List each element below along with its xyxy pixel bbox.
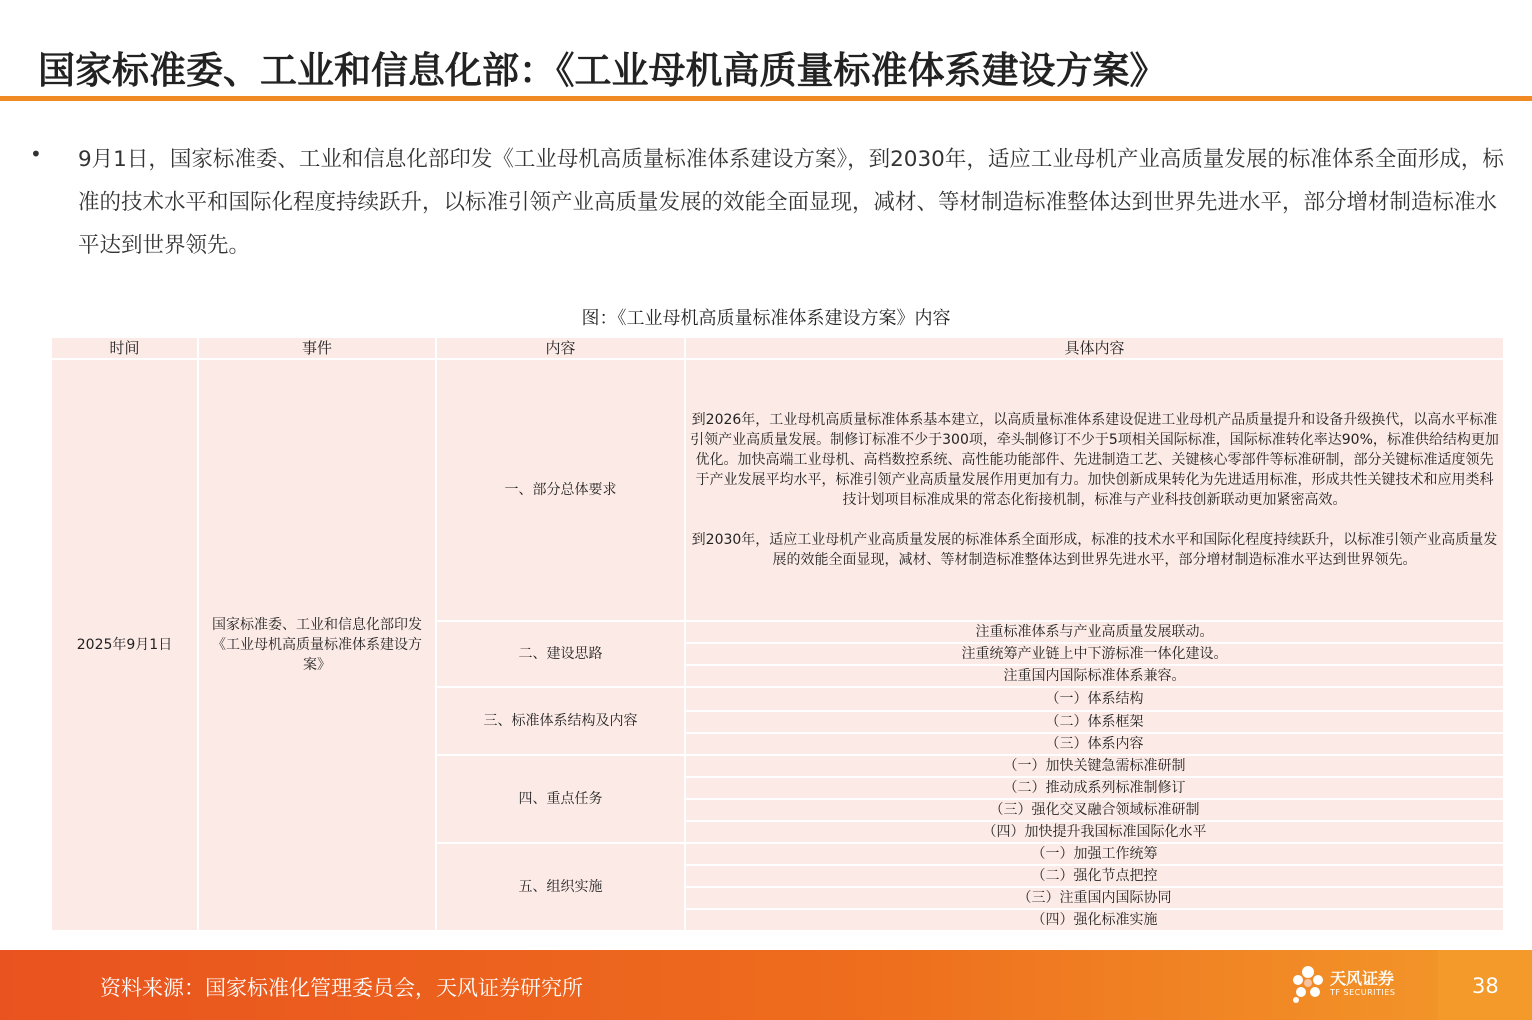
detail-item: （三）强化交叉融合领域标准研制: [685, 799, 1504, 821]
date-cell: 2025年9月1日: [51, 359, 198, 931]
detail-item: 注重统筹产业链上中下游标准一体化建设。: [685, 643, 1504, 665]
section-label: 四、重点任务: [436, 755, 685, 843]
detail-item: 注重标准体系与产业高质量发展联动。: [685, 621, 1504, 643]
header-event: 事件: [198, 337, 436, 359]
summary-bullet: [30, 138, 1505, 267]
footer-bar: [0, 950, 1532, 1020]
flower-logo-icon: [1290, 964, 1326, 1004]
title-divider: [0, 96, 1532, 101]
section-label: 一、部分总体要求: [436, 359, 685, 621]
section-label: 三、标准体系结构及内容: [436, 687, 685, 755]
detail-item: （四）强化标准实施: [685, 909, 1504, 931]
detail-item: （二）推动成系列标准制修订: [685, 777, 1504, 799]
company-logo: [1290, 964, 1410, 1006]
bullet-icon: •: [30, 142, 42, 166]
detail-item: （三）注重国内国际协同: [685, 887, 1504, 909]
detail-item: （一）体系结构: [685, 687, 1504, 711]
logo-name: 天风证券: [1330, 969, 1395, 988]
detail-item: （二）强化节点把控: [685, 865, 1504, 887]
table-row: [51, 359, 1504, 621]
detail-item: （二）体系框架: [685, 711, 1504, 733]
page-number: 38: [1472, 974, 1499, 998]
header-detail: 具体内容: [685, 337, 1504, 359]
section-label: 二、建设思路: [436, 621, 685, 687]
detail-item: 注重国内国际标准体系兼容。: [685, 665, 1504, 687]
table-header-row: [51, 337, 1504, 359]
detail-cell: [685, 359, 1504, 621]
detail-item: （三）体系内容: [685, 733, 1504, 755]
logo-name-en: TF SECURITIES: [1330, 988, 1396, 997]
content-table: [50, 336, 1505, 932]
event-cell: 国家标准委、工业和信息化部印发《工业母机高质量标准体系建设方案》: [198, 359, 436, 931]
figure-caption: 图：《工业母机高质量标准体系建设方案》内容: [581, 308, 951, 329]
detail-item: （一）加强工作统筹: [685, 843, 1504, 865]
detail-item: （一）加快关键急需标准研制: [685, 755, 1504, 777]
detail-paragraph: 到2026年，工业母机高质量标准体系基本建立，以高质量标准体系建设促进工业母机产品质量提升和设备升级换代，以高水平标准引领产业高质量发展。制修订标准不少于300项，牵头制修订不少于5项相关国际标准，国际标准转化率达90%，标准供给结构更加优化。加快高端工业母机、高档数控系统、高性能功能部件、先进制造工艺、关键核心零部件等标准研制，部分关键标准适度领先于产业发展平均水平，标准引领产业高质量发展作用更加有力。加快创新成果转化为先进适用标准，形成共性关键技术和应用类科技计划项目标准成果的常态化衔接机制，标准与产业科技创新联动更加紧密高效。: [690, 412, 1499, 508]
header-content: 内容: [436, 337, 685, 359]
summary-text: 9月1日，国家标准委、工业和信息化部印发《工业母机高质量标准体系建设方案》，到2030年，适应工业母机产业高质量发展的标准体系全面形成，标准的技术水平和国际化程度持续跃升，以标准引领产业高质量发展的效能全面显现，减材、等材制造标准整体达到世界先进水平，部分增材制造标准水平达到世界领先。: [78, 147, 1504, 258]
page-title: 国家标准委、工业和信息化部：《工业母机高质量标准体系建设方案》: [38, 49, 1167, 92]
detail-paragraph: 到2030年，适应工业母机产业高质量发展的标准体系全面形成，标准的技术水平和国际化程度持续跃升，以标准引领产业高质量发展的效能全面显现，减材、等材制造标准整体达到世界先进水平，部分增材制造标准水平达到世界领先。: [691, 532, 1498, 568]
source-note: 资料来源：国家标准化管理委员会，天风证券研究所: [100, 976, 583, 1000]
section-label: 五、组织实施: [436, 843, 685, 931]
header-time: 时间: [51, 337, 198, 359]
detail-item: （四）加快提升我国标准国际化水平: [685, 821, 1504, 843]
